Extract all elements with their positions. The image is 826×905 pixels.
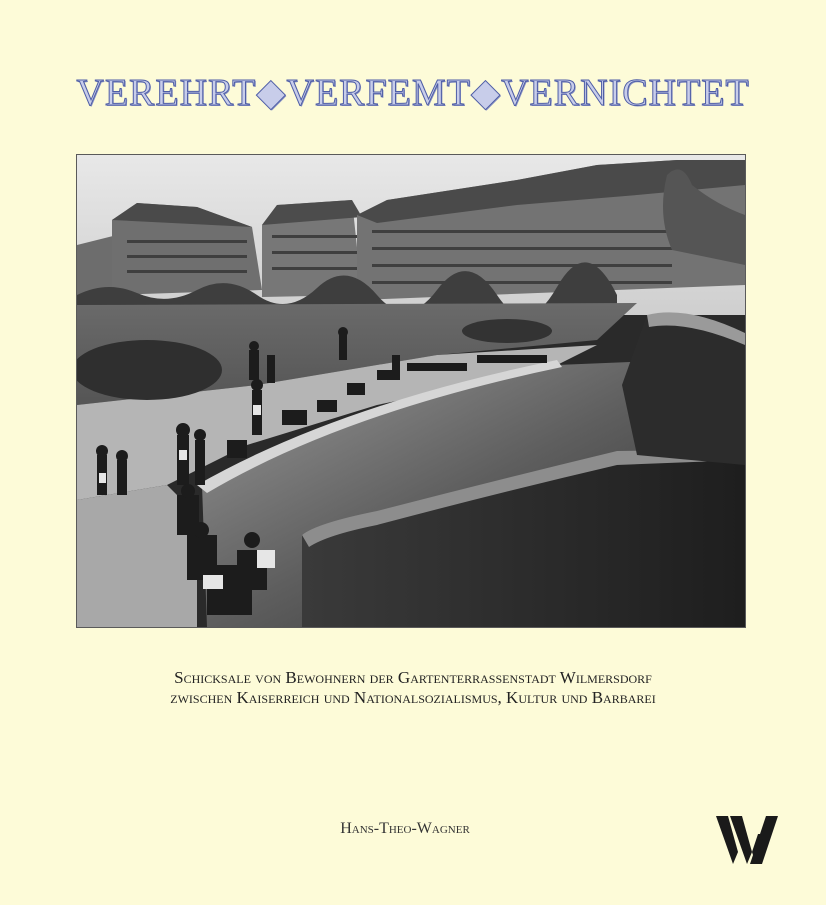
- book-title: VEREHRT◆VERFEMT◆VERNICHTET: [76, 72, 750, 114]
- cover-photo: [76, 154, 746, 628]
- subtitle-line-1: Schicksale von Bewohnern der Gartenterrassenstadt Wilmersdorf: [174, 668, 652, 687]
- historic-photo-icon: [77, 155, 745, 627]
- book-subtitle: [0, 668, 826, 708]
- publisher-w-logo-icon: [716, 814, 778, 866]
- author-name: Hans-Theo-Wagner: [340, 820, 470, 837]
- subtitle-line-2: zwischen Kaiserreich und Nationalsozialismus, Kultur und Barbarei: [170, 688, 656, 707]
